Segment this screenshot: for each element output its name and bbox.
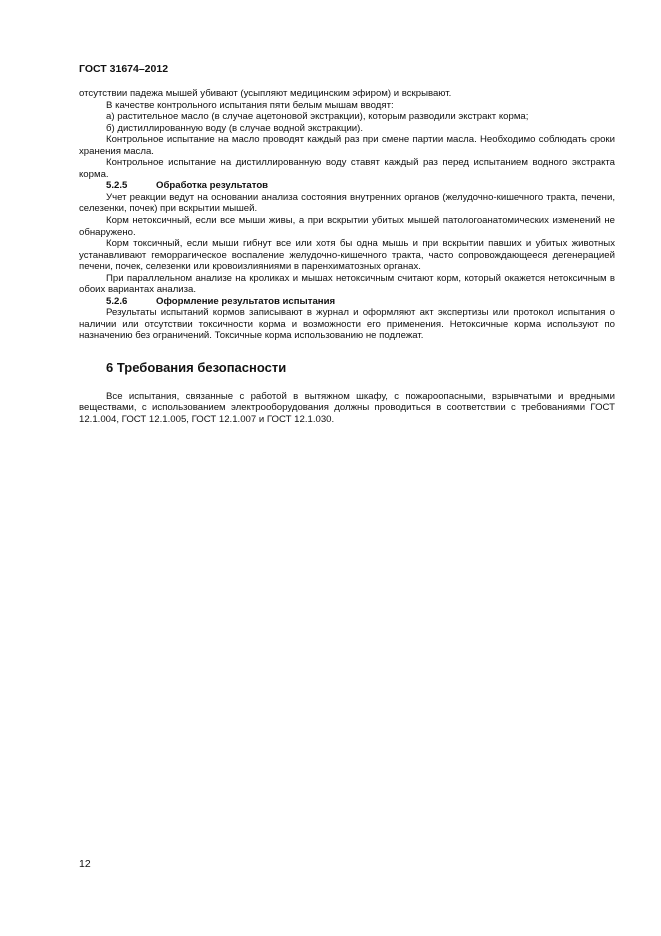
section-heading-6: 6 Требования безопасности bbox=[106, 360, 287, 376]
subsection-heading-5-2-6 bbox=[79, 296, 615, 308]
paragraph: Контрольное испытание на дистиллированную воду ставят каждый раз перед испытанием водного экстракта корма. bbox=[79, 157, 615, 180]
document-body bbox=[79, 88, 615, 425]
paragraph: Результаты испытаний кормов записывают в журнал и оформляют акт экспертизы или протокол испытания о наличии или отсутствии токсичности корма и возможности его применения. Нетоксичные корма используют по назначению без ограничений. Токсичные корма использованию не подлежат. bbox=[79, 307, 615, 342]
subsection-number: 5.2.6 bbox=[106, 295, 128, 307]
subsection-title: Оформление результатов испытания bbox=[156, 295, 336, 307]
subsection-number: 5.2.5 bbox=[106, 180, 128, 192]
list-item: б) дистиллированную воду (в случае водной экстракции). bbox=[106, 122, 364, 134]
paragraph: Контрольное испытание на масло проводят каждый раз при смене партии масла. Необходимо соблюдать сроки хранения масла. bbox=[79, 134, 615, 157]
page-number: 12 bbox=[79, 858, 91, 870]
paragraph: отсутствии падежа мышей убивают (усыпляют медицинским эфиром) и вскрывают. bbox=[79, 88, 452, 99]
subsection-heading-5-2-5 bbox=[79, 180, 615, 192]
paragraph: Учет реакции ведут на основании анализа состояния внутренних органов (желудочно-кишечного тракта, печени, селезенки, почек) при вскрытии мышей. bbox=[79, 191, 615, 215]
document-header: ГОСТ 31674–2012 bbox=[79, 63, 169, 75]
paragraph: Все испытания, связанные с работой в вытяжном шкафу, с пожароопасными, взрывчатыми и вредными веществами, с использованием электрооборудования должны проводиться в соответствии с требованиями ГОСТ 12.1.004, ГОСТ 12.1.005, ГОСТ 12.1.007 и ГОСТ 12.1.030. bbox=[79, 390, 615, 425]
subsection-title: Обработка результатов bbox=[156, 180, 269, 192]
paragraph: Корм нетоксичный, если все мыши живы, а при вскрытии убитых мышей патологоанатомических изменений не обнаружено. bbox=[79, 215, 615, 238]
list-item: а) растительное масло (в случае ацетоновой экстракции), которым разводили экстракт корма; bbox=[106, 111, 529, 123]
paragraph: Корм токсичный, если мыши гибнут все или хотя бы одна мышь и при вскрытии павших и убитых животных устанавливают геморрагическое воспаление желудочно-кишечного тракта, часто сопровождающееся дегенерацией печени, почек, селезенки или кровоизлияниями в паренхиматозных органах. bbox=[79, 238, 615, 273]
paragraph: В качестве контрольного испытания пяти белым мышам вводят: bbox=[106, 99, 394, 111]
paragraph: При параллельном анализе на кроликах и мышах нетоксичным считают корм, который окажется нетоксичным в обоих вариантах анализа. bbox=[79, 272, 615, 296]
